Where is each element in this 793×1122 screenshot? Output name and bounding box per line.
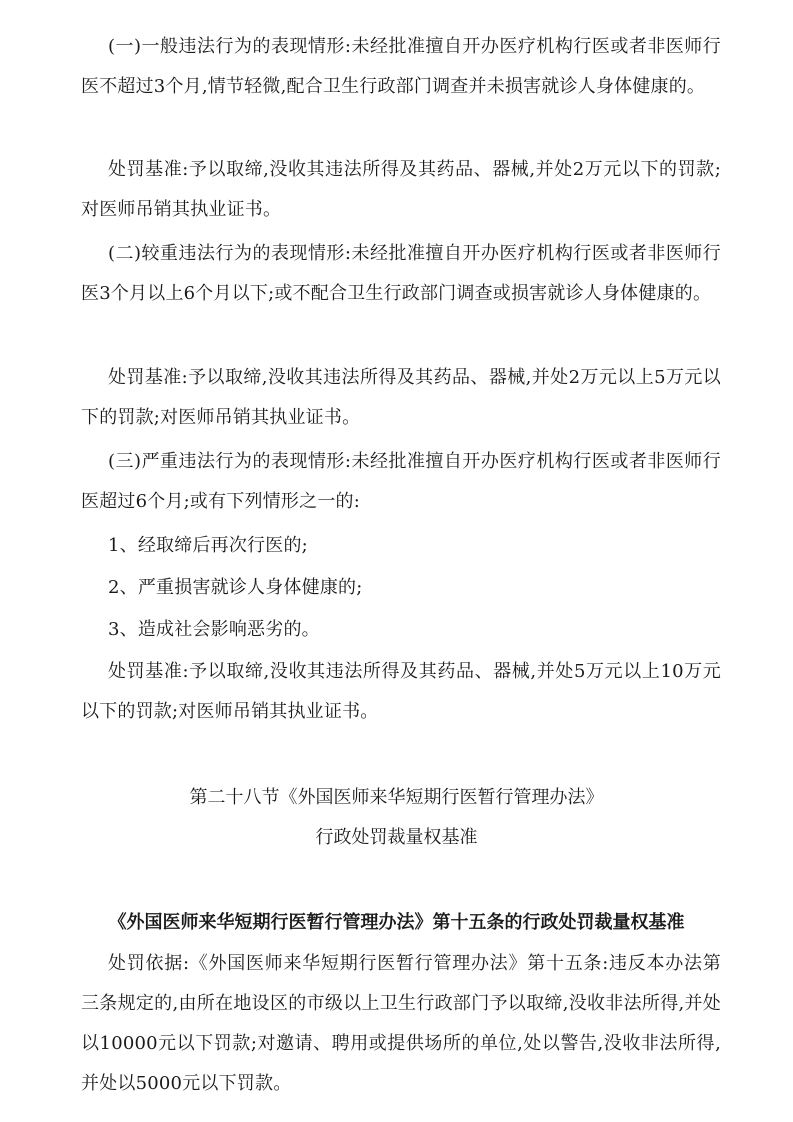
penalty-basis-paragraph: 处罚依据:《外国医师来华短期行医暂行管理办法》第十五条:违反本办法第三条规定的,由所在地设区的市级以上卫生行政部门予以取缔,没收非法所得,并处以10000元以下罚款;对邀请、聘用或提供场所的单位,处以警告,没收非法所得,并处以5000元以下罚款。 <box>81 953 721 1094</box>
serious-penalty-paragraph: 处罚基准:予以取缔,没收其违法所得及其药品、器械,并处2万元以上5万元以下的罚款;对医师吊销其执业证书。 <box>81 367 721 428</box>
list-item: 3、造成社会影响恶劣的。 <box>108 619 320 640</box>
severe-violation-paragraph: (三)严重违法行为的表现情形:未经批准擅自开办医疗机构行医或者非医师行医超过6个月;或有下列情形之一的: <box>81 451 721 512</box>
severe-penalty-paragraph: 处罚基准:予以取缔,没收其违法所得及其药品、器械,并处5万元以上10万元以下的罚款;对医师吊销其执业证书。 <box>81 661 721 722</box>
list-item: 2、严重损害就诊人身体健康的; <box>108 577 363 598</box>
section-heading: 第二十八节《外国医师来华短期行医暂行管理办法》 <box>189 787 604 808</box>
general-violation-paragraph: (一)一般违法行为的表现情形:未经批准擅自开办医疗机构行医或者非医师行医不超过3个月,情节轻微,配合卫生行政部门调查并未损害就诊人身体健康的。 <box>81 36 721 97</box>
serious-violation-paragraph: (二)较重违法行为的表现情形:未经批准擅自开办医疗机构行医或者非医师行医3个月以上6个月以下;或不配合卫生行政部门调查或损害就诊人身体健康的。 <box>81 243 721 304</box>
section-subheading: 行政处罚裁量权基准 <box>315 827 478 848</box>
article-title: 《外国医师来华短期行医暂行管理办法》第十五条的行政处罚裁量权基准 <box>108 912 685 933</box>
list-item: 1、经取缔后再次行医的; <box>108 535 308 556</box>
general-penalty-paragraph: 处罚基准:予以取缔,没收其违法所得及其药品、器械,并处2万元以下的罚款;对医师吊销其执业证书。 <box>81 159 721 220</box>
